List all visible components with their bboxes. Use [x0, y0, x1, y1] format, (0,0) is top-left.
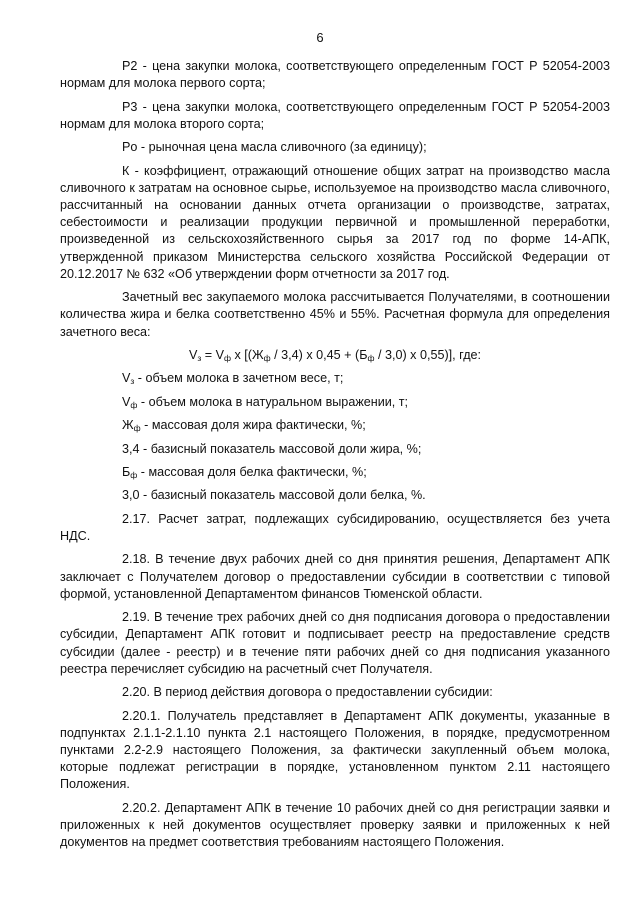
paragraph-text: Р3 - цена закупки молока, соответствующего определенным ГОСТ Р 52054-2003 нормам для молока второго сорта; — [60, 99, 610, 131]
subscript-text: з — [197, 352, 202, 363]
paragraph — [60, 417, 610, 434]
paragraph — [60, 99, 610, 133]
paragraph — [60, 464, 610, 481]
paragraph-text: 2.20. В период действия договора о предоставлении субсидии: — [122, 685, 493, 700]
subscript-text: ф — [263, 352, 271, 363]
subscript-text: ф — [130, 469, 138, 480]
paragraph-text: Рo - рыночная цена масла сливочного (за единицу); — [122, 140, 427, 155]
paragraph-text: = V — [201, 347, 225, 362]
paragraph — [60, 800, 610, 852]
paragraph-text: 3,4 - базисный показатель массовой доли жира, %; — [122, 441, 422, 456]
paragraph-text: Б — [122, 464, 131, 479]
subscript-text: ф — [130, 399, 138, 410]
paragraph-text: Р2 - цена закупки молока, соответствующего определенным ГОСТ Р 52054-2003 нормам для молока первого сорта; — [60, 59, 610, 91]
paragraph — [60, 394, 610, 411]
subscript-text: ф — [224, 352, 232, 363]
subscript-text: з — [130, 376, 135, 387]
page-number: 6 — [316, 30, 324, 45]
formula-line — [60, 347, 610, 364]
document-body — [60, 58, 610, 858]
paragraph — [60, 511, 610, 545]
paragraph — [60, 487, 610, 504]
paragraph — [60, 551, 610, 603]
paragraph-text: 2.19. В течение трех рабочих дней со дня подписания договора о предоставлении субсидии, Департамент АПК готовит и подписывает реестр на предоставление средств субсидии (далее - реестр) и в течение пяти рабочих дней со дня подписания указанного реестра перечисляет субсидию на расчетный счет Получателя. — [60, 610, 610, 676]
paragraph-text: / 3,4) х 0,45 + (Б — [270, 347, 368, 362]
paragraph — [60, 370, 610, 387]
paragraph-text: Зачетный вес закупаемого молока рассчитывается Получателями, в соотношении количества жира и белка соответственно 45% и 55%. Расчетная формула для определения зачетного веса: — [60, 290, 610, 339]
paragraph-text: 3,0 - базисный показатель массовой доли белка, %. — [122, 488, 426, 503]
paragraph — [60, 441, 610, 458]
paragraph-text: - объем молока в натуральном выражении, т; — [137, 394, 409, 409]
paragraph-text: - массовая доля жира фактически, %; — [140, 418, 366, 433]
paragraph-text: 2.17. Расчет затрат, подлежащих субсидированию, осуществляется без учета НДС. — [60, 511, 610, 543]
paragraph — [60, 684, 610, 701]
paragraph-text: - объем молока в зачетном весе, т; — [134, 371, 344, 386]
paragraph-text: V — [122, 371, 131, 386]
paragraph-text: V — [122, 394, 131, 409]
subscript-text: ф — [133, 423, 141, 434]
paragraph — [60, 58, 610, 92]
paragraph — [60, 289, 610, 341]
paragraph-text: V — [188, 347, 198, 362]
paragraph-text: х [(Ж — [231, 347, 264, 362]
paragraph — [60, 609, 610, 678]
paragraph — [60, 139, 610, 156]
paragraph-text: К - коэффициент, отражающий отношение общих затрат на производство масла сливочного к затратам на основное сырье, используемое на производство масла сливочного, рассчитанный на основании данных отчета организации о производстве, затратах, себестоимости и реализации продукции первичной и промышленной переработки, произведенной из сельскохозяйственного сырья за 2017 год по форме 14-АПК, утвержденной приказом Министерства сельского хозяйства Российской Федерации от 20.12.2017 № 632 «Об утверждении форм отчетности за 2017 год. — [60, 163, 610, 281]
paragraph — [60, 708, 610, 794]
paragraph — [60, 163, 610, 283]
paragraph-text: Ж — [122, 418, 134, 433]
paragraph-text: - массовая доля белка фактически, %; — [137, 464, 367, 479]
subscript-text: ф — [367, 352, 375, 363]
paragraph-text: 2.20.2. Департамент АПК в течение 10 рабочих дней со дня регистрации заявки и приложенных к ней документов осуществляет проверку заявки и приложенных к ней документов на предмет соответствия требованиям настоящего Положения. — [60, 800, 610, 850]
paragraph-text: 2.18. В течение двух рабочих дней со дня принятия решения, Департамент АПК заключает с Получателем договор о предоставлении субсидии в соответствии с типовой формой, установленной Департаментом финансов Тюменской области. — [60, 552, 610, 601]
paragraph-text: / 3,0) х 0,55)], где: — [374, 347, 482, 362]
paragraph-text: 2.20.1. Получатель представляет в Департамент АПК документы, указанные в подпунктах 2.1.1-2.1.10 пункта 2.1 настоящего Положения, в порядке, предусмотренном пунктами 2.2-2.9 настоящего Положения, за фактически закупленный объем молока, которые подлежат регистрации в порядке, установленном пунктом 2.11 настоящего Положения. — [60, 708, 610, 792]
